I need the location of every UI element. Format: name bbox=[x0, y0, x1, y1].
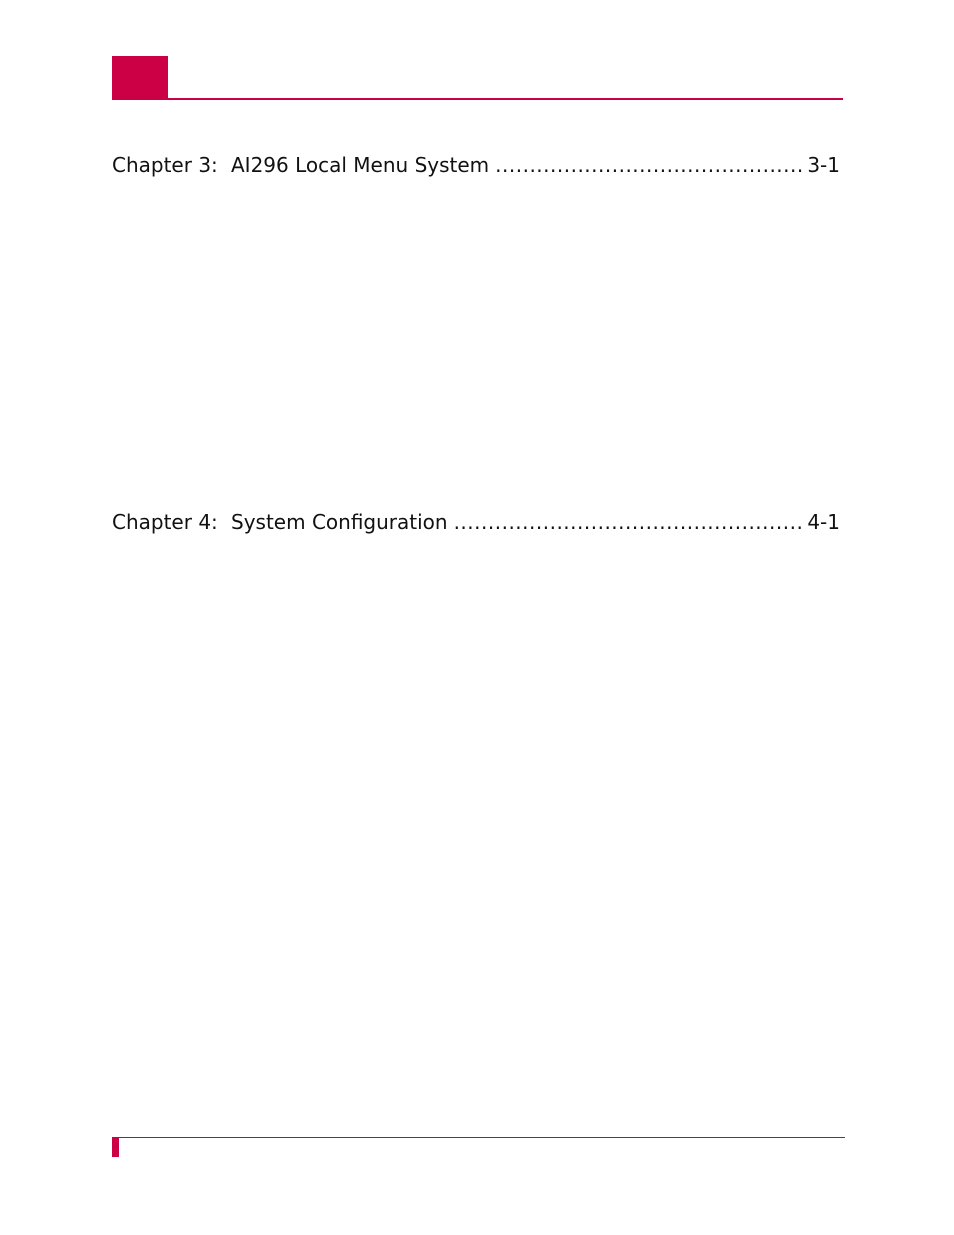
toc-chapter-number: Chapter 3: bbox=[112, 153, 218, 177]
toc-entry-chapter-4[interactable] bbox=[112, 509, 840, 535]
toc-chapter-title: AI296 Local Menu System bbox=[231, 153, 490, 177]
header-rule bbox=[112, 98, 843, 100]
header-accent-block bbox=[112, 56, 168, 100]
toc-chapter-title: System Configuration bbox=[231, 510, 448, 534]
toc-page-number: 4-1 bbox=[807, 510, 840, 534]
footer-accent-tab bbox=[112, 1137, 119, 1157]
footer-rule bbox=[112, 1137, 845, 1138]
toc-dot-leader bbox=[495, 152, 804, 178]
toc-chapter-number: Chapter 4: bbox=[112, 510, 218, 534]
toc-entry-chapter-3[interactable] bbox=[112, 152, 840, 178]
toc-page-number: 3-1 bbox=[807, 153, 840, 177]
toc-dot-leader bbox=[454, 509, 805, 535]
